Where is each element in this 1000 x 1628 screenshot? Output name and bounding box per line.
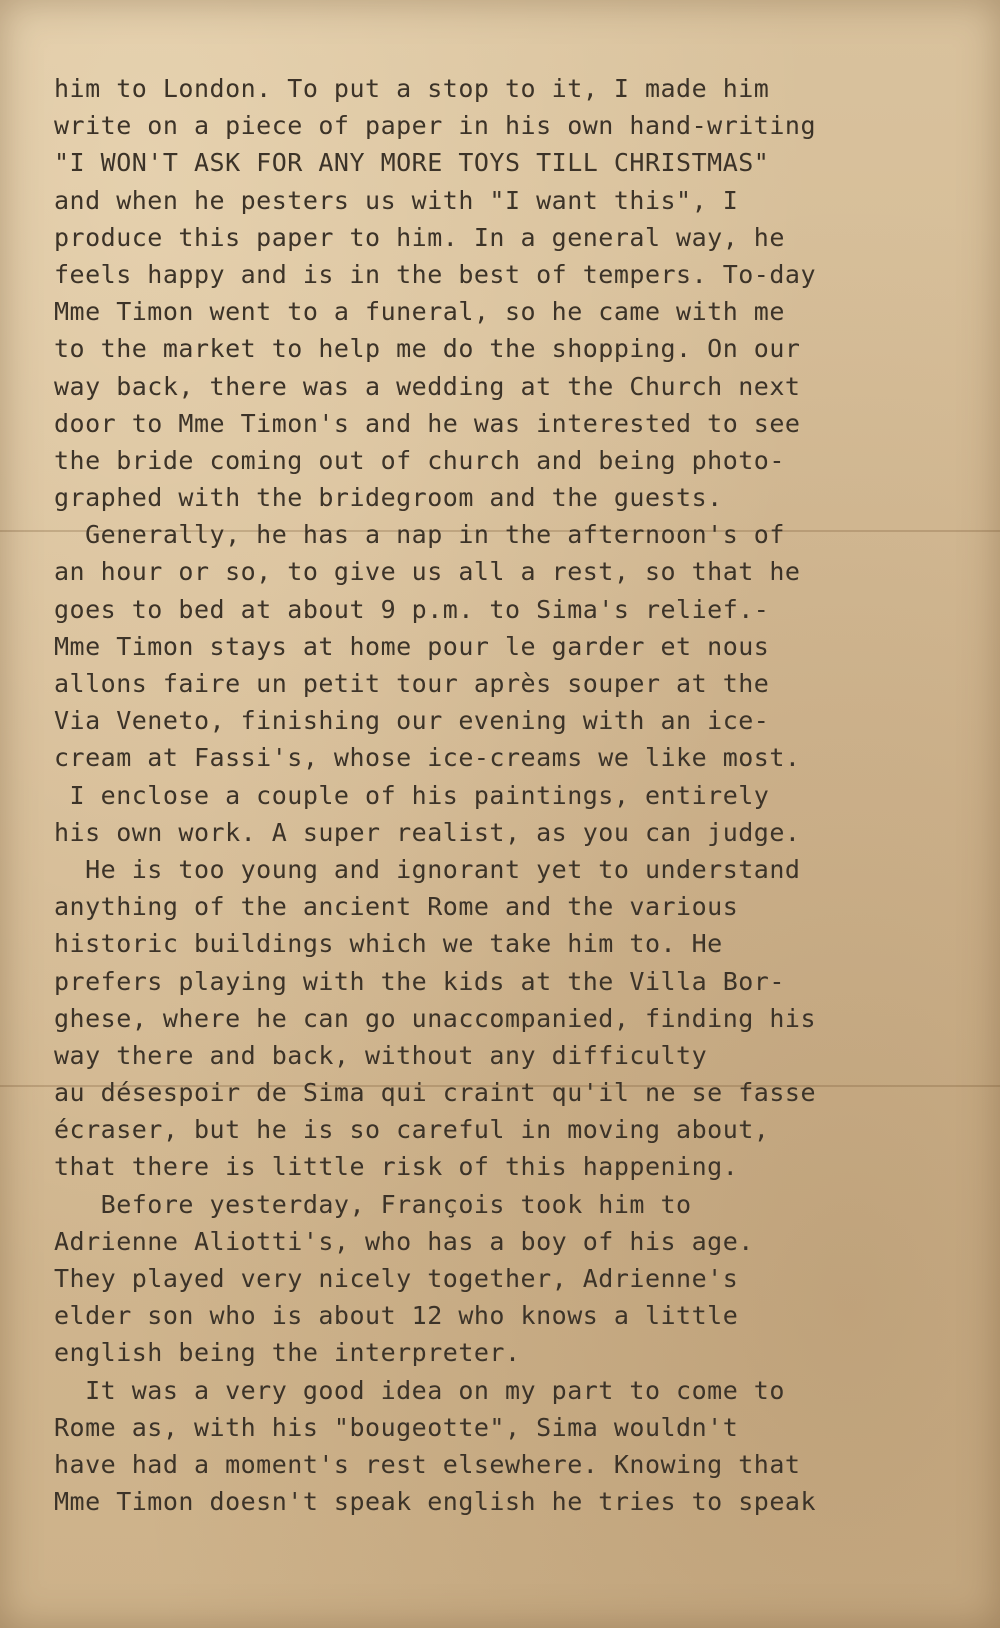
text-line: that there is little risk of this happening. — [54, 1152, 739, 1182]
text-line: produce this paper to him. In a general way, he — [54, 222, 785, 252]
text-line: graphed with the bridegroom and the guests. — [54, 483, 723, 513]
text-line: goes to bed at about 9 p.m. to Sima's relief.- — [54, 594, 770, 624]
text-line: the bride coming out of church and being photo- — [54, 445, 785, 475]
text-line: Mme Timon went to a funeral, so he came with me — [54, 297, 785, 327]
text-line: historic buildings which we take him to. He — [54, 929, 723, 959]
text-line: ghese, where he can go unaccompanied, finding his — [54, 1003, 817, 1033]
text-line: au désespoir de Sima qui craint qu'il ne se fasse — [54, 1078, 817, 1108]
text-line: english being the interpreter. — [54, 1338, 521, 1368]
text-line: an hour or so, to give us all a rest, so that he — [54, 557, 801, 587]
text-line: prefers playing with the kids at the Villa Bor- — [54, 966, 785, 996]
text-line: way there and back, without any difficulty — [54, 1040, 708, 1070]
text-line: I enclose a couple of his paintings, entirely — [54, 780, 770, 810]
text-line: feels happy and is in the best of tempers. To-day — [54, 259, 817, 289]
text-line: cream at Fassi's, whose ice-creams we like most. — [54, 743, 801, 773]
text-line: allons faire un petit tour après souper at the — [54, 669, 770, 698]
text-line: He is too young and ignorant yet to understand — [54, 854, 801, 884]
text-line: way back, there was a wedding at the Church next — [54, 371, 801, 401]
text-line: Adrienne Aliotti's, who has a boy of his age. — [54, 1226, 754, 1256]
text-line: Via Veneto, finishing our evening with an ice- — [54, 706, 770, 736]
text-line: Rome as, with his "bougeotte", Sima wouldn't — [54, 1412, 739, 1442]
typewritten-text — [54, 70, 994, 1520]
text-line: Mme Timon doesn't speak english he tries to speak — [54, 1487, 817, 1517]
text-line: elder son who is about 12 who knows a little — [54, 1301, 739, 1331]
text-line: écraser, but he is so careful in moving about, — [54, 1115, 770, 1145]
text-line: They played very nicely together, Adrienne's — [54, 1264, 739, 1293]
text-line: his own work. A super realist, as you can judge. — [54, 817, 801, 847]
text-line: Before yesterday, François took him to — [54, 1189, 692, 1219]
text-line: It was a very good idea on my part to come to — [54, 1375, 785, 1405]
text-line: Mme Timon stays at home pour le garder et nous — [54, 631, 770, 661]
text-line: him to London. To put a stop to it, I made him — [54, 74, 770, 103]
text-line: "I WON'T ASK FOR ANY MORE TOYS TILL CHRISTMAS" — [54, 148, 770, 178]
text-line: to the market to help me do the shopping. On our — [54, 334, 801, 364]
text-line: Generally, he has a nap in the afternoon's of — [54, 520, 785, 550]
text-line: have had a moment's rest elsewhere. Knowing that — [54, 1449, 801, 1479]
text-line: door to Mme Timon's and he was interested to see — [54, 408, 801, 438]
text-line: anything of the ancient Rome and the various — [54, 892, 739, 922]
text-line: write on a piece of paper in his own hand-writing — [54, 111, 817, 141]
text-line: and when he pesters us with "I want this", I — [54, 185, 739, 215]
